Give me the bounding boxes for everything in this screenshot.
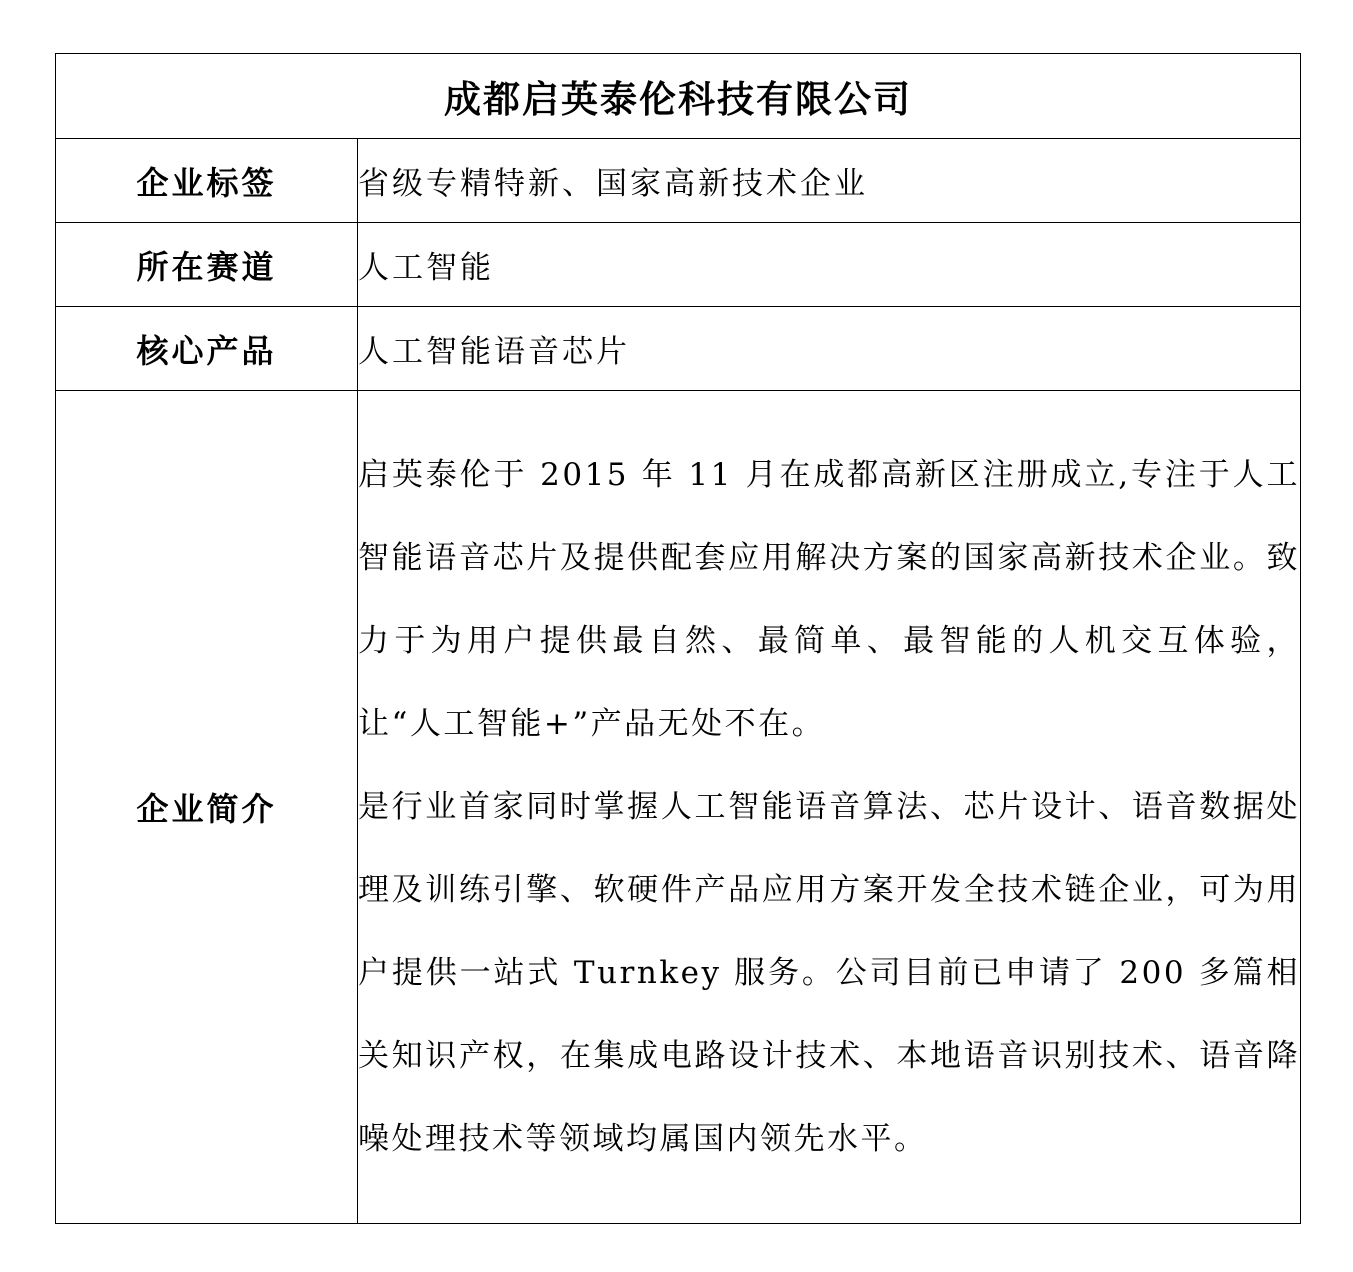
table-row (56, 307, 1301, 391)
row-value-tags: 省级专精特新、国家高新技术企业 (358, 139, 1301, 223)
row-label-track: 所在赛道 (56, 223, 358, 307)
title-row (56, 54, 1301, 139)
row-label-tags: 企业标签 (56, 139, 358, 223)
company-intro (358, 391, 1301, 1224)
intro-paragraph-2: 是行业首家同时掌握人工智能语音算法、芯片设计、语音数据处理及训练引擎、软硬件产品应用方案开发全技术链企业，可为用户提供一站式 Turnkey 服务。公司目前已申请了 200 多篇相关知识产权，在集成电路设计技术、本地语音识别技术、语音降噪处理技术等领域均属国内领先水平。 (358, 788, 1300, 1157)
row-value-product: 人工智能语音芯片 (358, 307, 1301, 391)
table-row (56, 139, 1301, 223)
intro-paragraph-1: 启英泰伦于 2015 年 11 月在成都高新区注册成立,专注于人工智能语音芯片及提供配套应用解决方案的国家高新技术企业。致力于为用户提供最自然、最简单、最智能的人机交互体验，让“人工智能+”产品无处不在。 (358, 456, 1300, 742)
row-value-track: 人工智能 (358, 223, 1301, 307)
table-row (56, 391, 1301, 1224)
row-label-product: 核心产品 (56, 307, 358, 391)
company-name: 成都启英泰伦科技有限公司 (56, 54, 1301, 139)
row-label-intro: 企业简介 (56, 391, 358, 1224)
table-row (56, 223, 1301, 307)
company-profile-table (55, 53, 1301, 1224)
